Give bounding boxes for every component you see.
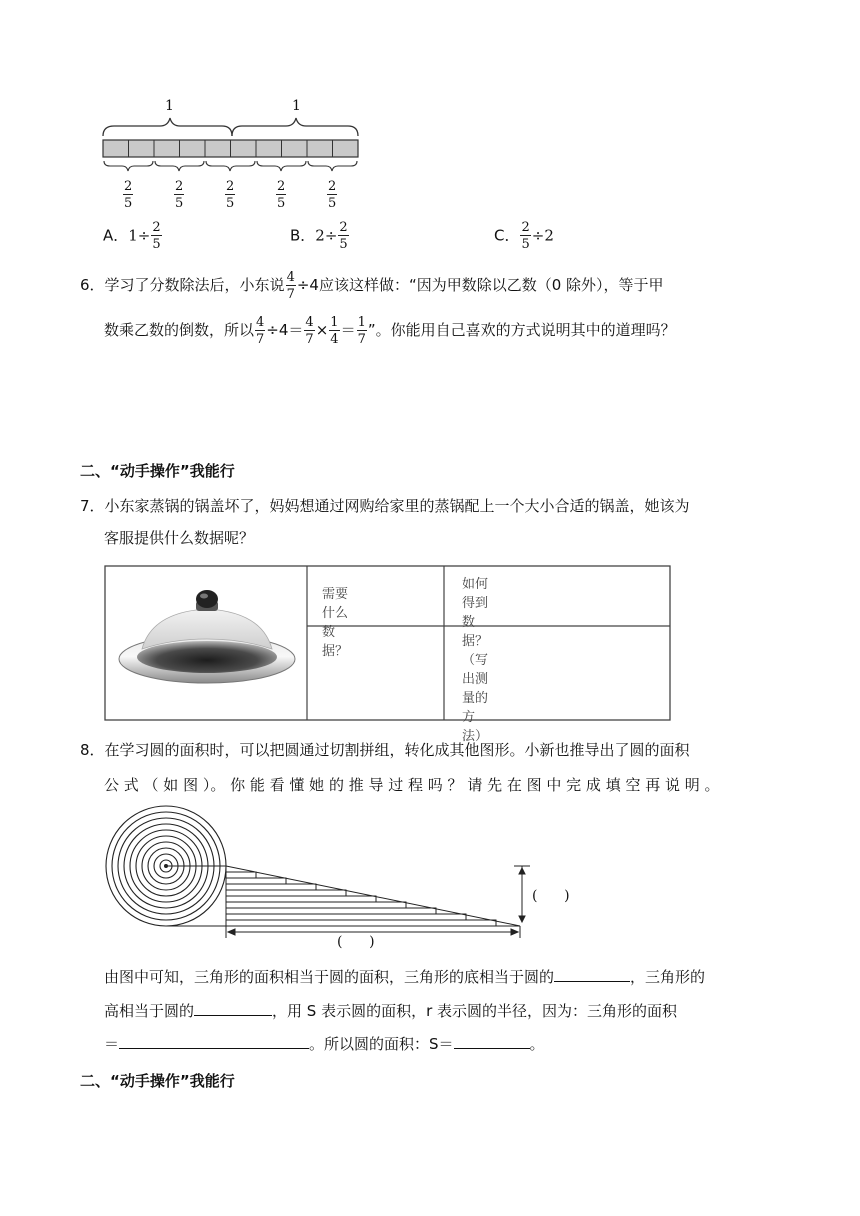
q7-line-1: 7．小东家蒸锅的锅盖坏了，妈妈想通过网购给家里的蒸锅配上一个大小合适的锅盖，她该为 [80, 497, 690, 515]
fraction: $\frac{2}{5}$ [521, 220, 530, 252]
brace-label-left: 1 [165, 98, 174, 114]
segment-label: $\frac{2}{5}$ [175, 179, 184, 211]
answer-blank[interactable] [119, 1034, 309, 1049]
pot-lid-image [112, 587, 302, 697]
answer-blank[interactable] [554, 967, 630, 982]
fraction: $\frac{1}{4}$ [330, 314, 339, 347]
q8-line-2: 公 式 （ 如 图 ）。 你 能 看 懂 她 的 推 导 过 程 吗 ？ 请 先 在 图 中 完 成 填 空 再 说 明 。 [104, 776, 720, 794]
q5-option-c[interactable]: C． $\frac{2}{5}$ ÷2 [494, 220, 554, 252]
q5-option-a[interactable]: A．1÷ $\frac{2}{5}$ [103, 220, 161, 252]
fraction: $\frac{1}{7}$ [357, 314, 366, 347]
segment-label: $\frac{2}{5}$ [226, 179, 235, 211]
q6-line-1: 6．学习了分数除法后，小东说 $\frac{4}{7}$ ÷4应该这样做：“因为甲数除以乙数（0 除外），等于甲 [80, 269, 664, 302]
q7-line-2: 客服提供什么数据呢？ [104, 529, 255, 547]
pot-lid-icon [112, 587, 302, 697]
circle-area-figure [104, 804, 578, 956]
q6-line-2: 数乘乙数的倒数，所以 $\frac{4}{7}$ ÷4＝ $\frac{4}{7}$ × $\frac{1}{4}$ ＝ $\frac{1}{7}$ ”。你能用自己喜欢的方式说明其中的道理吗？ [104, 314, 676, 347]
answer-blank[interactable] [194, 1001, 272, 1016]
height-blank-label[interactable]: ( ) [532, 888, 570, 904]
q8-text-line-2: 高相当于圆的 ，用 S 表示圆的面积，r 表示圆的半径，因为：三角形的面积 [104, 1002, 678, 1020]
q8-line-1: 8．在学习圆的面积时，可以把圆通过切割拼组，转化成其他图形。小新也推导出了圆的面积 [80, 741, 690, 759]
answer-blank[interactable] [454, 1034, 530, 1049]
segment-label: $\frac{2}{5}$ [124, 179, 133, 211]
q8-text-line-3: ＝ 。所以圆的面积：S＝ 。 [104, 1035, 545, 1053]
section-heading: 二、“动手操作”我能行 [80, 462, 235, 480]
q7-col2-header: 如何得到数据？（写出测量的 方法） [462, 577, 489, 744]
base-blank-label[interactable]: ( ) [337, 934, 375, 950]
fraction: $\frac{2}{5}$ [339, 220, 348, 252]
brace-label-right: 1 [292, 98, 301, 114]
fraction: $\frac{2}{5}$ [152, 220, 161, 252]
fraction-bar-figure [100, 100, 362, 215]
fraction: $\frac{4}{7}$ [256, 314, 265, 347]
section-heading-repeat: 二、“动手操作”我能行 [80, 1072, 235, 1090]
fraction: $\frac{4}{7}$ [305, 314, 314, 347]
segment-label: $\frac{2}{5}$ [277, 179, 286, 211]
q5-option-b[interactable]: B．2÷ $\frac{2}{5}$ [290, 220, 348, 252]
segment-label: $\frac{2}{5}$ [328, 179, 337, 211]
q7-col1-header: 需要什么数据？ [322, 587, 349, 659]
fraction: $\frac{4}{7}$ [286, 269, 295, 302]
q8-text-line-1: 由图中可知，三角形的面积相当于圆的面积，三角形的底相当于圆的 ，三角形的 [104, 968, 706, 986]
